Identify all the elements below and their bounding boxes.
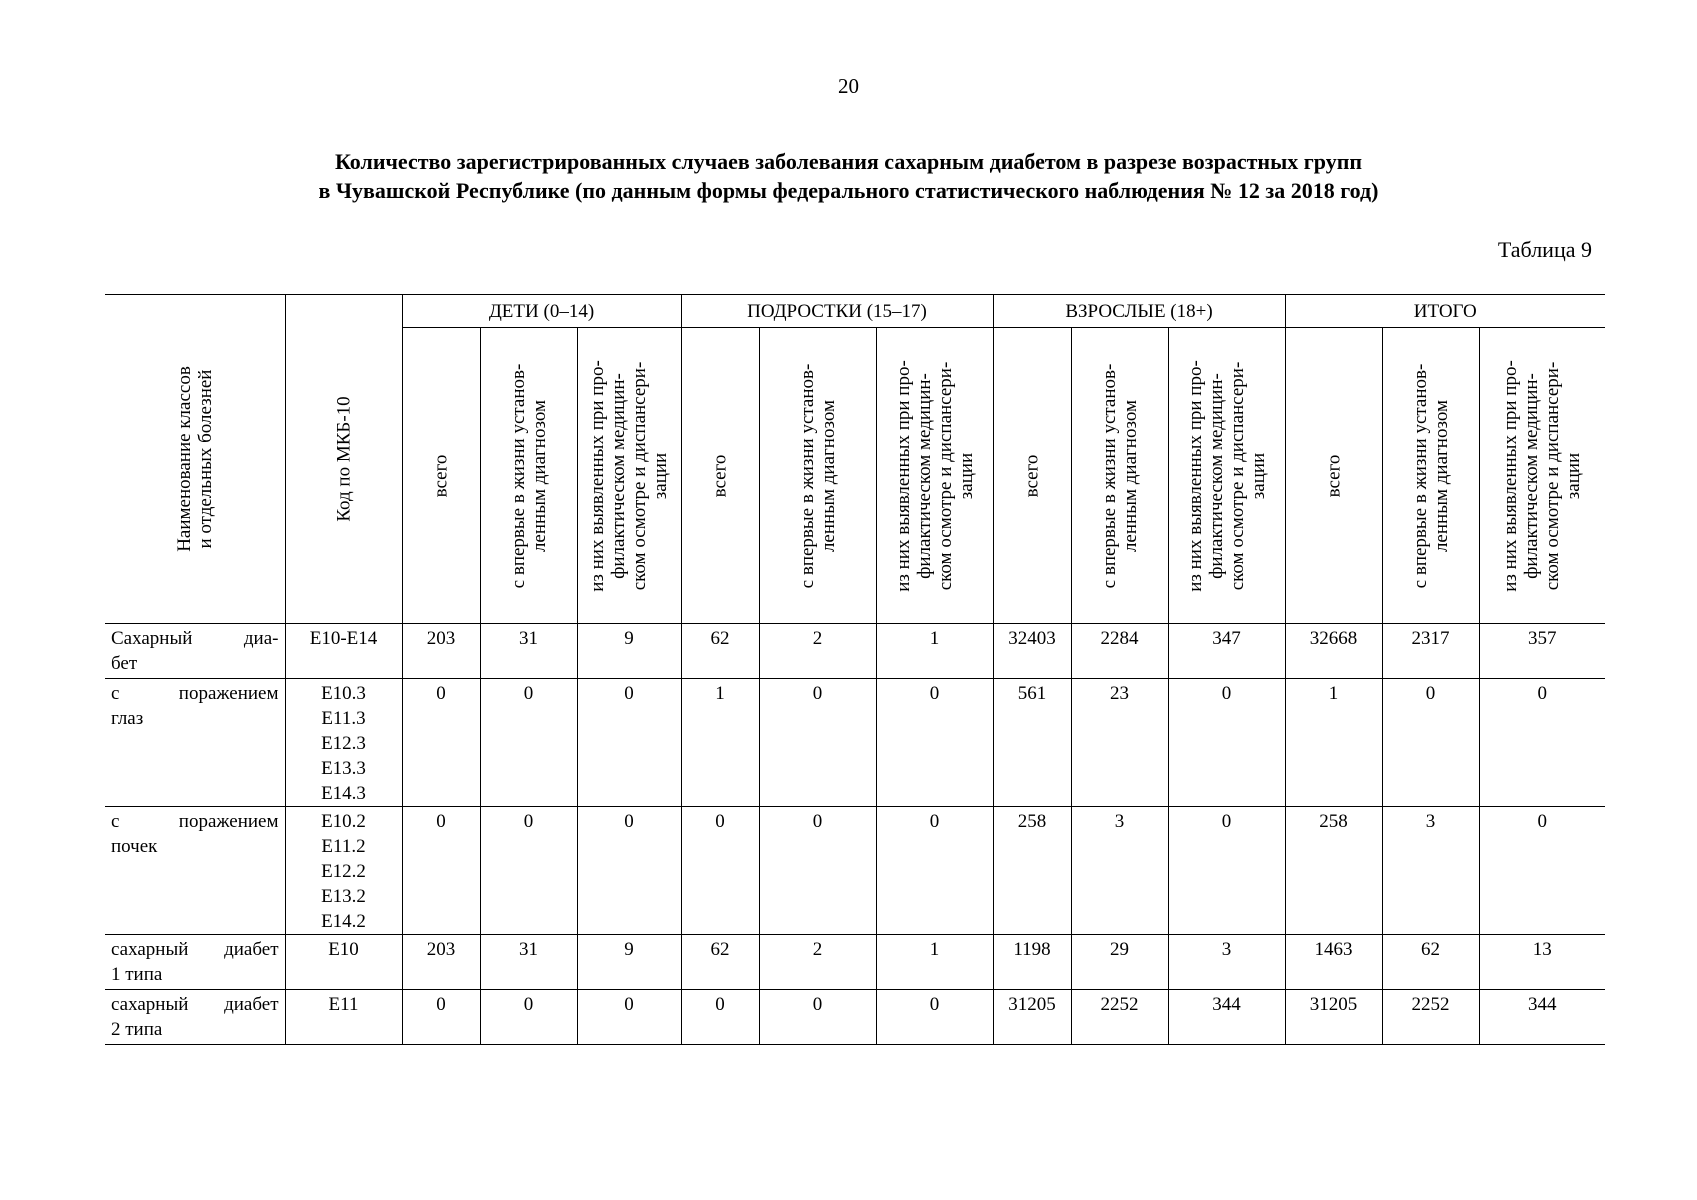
header-group-2: ВЗРОСЛЫЕ (18+) (993, 295, 1285, 328)
row-value: 0 (759, 807, 876, 935)
row-value: 0 (1479, 679, 1605, 807)
row-icd-codes: E11 (285, 990, 402, 1045)
row-value: 0 (402, 807, 480, 935)
row-value: 203 (402, 624, 480, 679)
vertical-header-text: из них выявленных при про- филактическом медицин- ском осмотре и диспансери- зации (1184, 359, 1269, 592)
row-value: 258 (993, 807, 1071, 935)
row-value: 2 (759, 935, 876, 990)
row-value: 1198 (993, 935, 1071, 990)
header-icd-code (285, 295, 402, 624)
row-value: 62 (1382, 935, 1479, 990)
row-disease-name: с поражением глаз (105, 679, 285, 807)
table-row (105, 679, 1605, 807)
row-value: 2252 (1071, 990, 1168, 1045)
header-sub-detected (577, 328, 681, 624)
row-disease-name: сахарный диабет 1 типа (105, 935, 285, 990)
vertical-header-text: с впервые в жизни установ- ленным диагнозом (1409, 363, 1452, 588)
row-value: 0 (681, 990, 759, 1045)
row-disease-name: сахарный диабет 2 типа (105, 990, 285, 1045)
row-value: 62 (681, 935, 759, 990)
row-value: 347 (1168, 624, 1285, 679)
header-sub-first_time (759, 328, 876, 624)
table-row (105, 935, 1605, 990)
vertical-header-text: всего (709, 454, 731, 497)
vertical-header-text: с впервые в жизни установ- ленным диагнозом (1098, 363, 1141, 588)
title-line-1: Количество зарегистрированных случаев заболевания сахарным диабетом в разрезе возрастных групп (334, 149, 1363, 174)
row-value: 344 (1479, 990, 1605, 1045)
row-value: 1 (1285, 679, 1382, 807)
row-value: 0 (876, 990, 993, 1045)
row-value: 29 (1071, 935, 1168, 990)
row-value: 32668 (1285, 624, 1382, 679)
row-icd-codes: E10.2 E11.2 E12.2 E13.2 E14.2 (285, 807, 402, 935)
vertical-header-text: Код по МКБ-10 (333, 396, 354, 522)
row-value: 0 (1168, 679, 1285, 807)
row-disease-name: Сахарный диа- бет (105, 624, 285, 679)
row-value: 2317 (1382, 624, 1479, 679)
row-value: 9 (577, 935, 681, 990)
row-value: 0 (402, 679, 480, 807)
row-value: 0 (876, 679, 993, 807)
row-value: 0 (480, 807, 577, 935)
vertical-header-text: из них выявленных при про- филактическом медицин- ском осмотре и диспансери- зации (1500, 359, 1585, 592)
header-sub-detected (1168, 328, 1285, 624)
header-sub-total (681, 328, 759, 624)
row-value: 357 (1479, 624, 1605, 679)
row-value: 0 (402, 990, 480, 1045)
row-value: 1 (876, 935, 993, 990)
row-value: 1 (876, 624, 993, 679)
vertical-header-text: с впервые в жизни установ- ленным диагнозом (796, 363, 839, 588)
row-value: 0 (577, 990, 681, 1045)
row-value: 62 (681, 624, 759, 679)
header-group-3: ИТОГО (1285, 295, 1605, 328)
header-sub-detected (1479, 328, 1605, 624)
row-value: 2252 (1382, 990, 1479, 1045)
row-value: 0 (759, 679, 876, 807)
row-value: 1 (681, 679, 759, 807)
vertical-header-text: Наименование классов и отдельных болезней (173, 366, 216, 552)
row-value: 0 (480, 679, 577, 807)
header-disease-name (105, 295, 285, 624)
row-value: 0 (876, 807, 993, 935)
header-sub-first_time (1071, 328, 1168, 624)
row-value: 561 (993, 679, 1071, 807)
row-value: 31 (480, 624, 577, 679)
table-row (105, 624, 1605, 679)
header-sub-detected (876, 328, 993, 624)
table-row (105, 990, 1605, 1045)
vertical-header-text: всего (1021, 454, 1043, 497)
row-value: 0 (1168, 807, 1285, 935)
row-value: 258 (1285, 807, 1382, 935)
title-line-2: в Чувашской Республике (по данным формы федерального статистического наблюдения № 12 за 2018 год) (318, 178, 1379, 203)
row-value: 3 (1071, 807, 1168, 935)
header-group-1: ПОДРОСТКИ (15–17) (681, 295, 993, 328)
row-icd-codes: E10.3 E11.3 E12.3 E13.3 E14.3 (285, 679, 402, 807)
vertical-header-text: всего (430, 454, 452, 497)
header-sub-total (402, 328, 480, 624)
row-value: 0 (681, 807, 759, 935)
row-value: 31205 (1285, 990, 1382, 1045)
row-value: 23 (1071, 679, 1168, 807)
vertical-header-text: из них выявленных при про- филактическом медицин- ском осмотре и диспансери- зации (587, 359, 671, 592)
vertical-header-text: всего (1323, 454, 1345, 497)
document-title (100, 147, 1597, 205)
row-icd-codes: E10-E14 (285, 624, 402, 679)
header-sub-first_time (1382, 328, 1479, 624)
header-sub-first_time (480, 328, 577, 624)
row-value: 31 (480, 935, 577, 990)
row-value: 9 (577, 624, 681, 679)
vertical-header-text: с впервые в жизни установ- ленным диагнозом (507, 363, 550, 588)
header-group-0: ДЕТИ (0–14) (402, 295, 681, 328)
row-value: 203 (402, 935, 480, 990)
header-sub-total (1285, 328, 1382, 624)
row-value: 13 (1479, 935, 1605, 990)
row-value: 0 (577, 807, 681, 935)
row-value: 0 (1382, 679, 1479, 807)
row-value: 1463 (1285, 935, 1382, 990)
table-label: Таблица 9 (1497, 237, 1592, 262)
row-value: 0 (480, 990, 577, 1045)
page-number: 20 (838, 74, 859, 98)
row-value: 0 (577, 679, 681, 807)
row-value: 3 (1168, 935, 1285, 990)
diabetes-statistics-table (105, 294, 1605, 1045)
row-value: 3 (1382, 807, 1479, 935)
row-value: 344 (1168, 990, 1285, 1045)
header-sub-total (993, 328, 1071, 624)
row-value: 0 (1479, 807, 1605, 935)
row-value: 31205 (993, 990, 1071, 1045)
row-value: 0 (759, 990, 876, 1045)
row-value: 2284 (1071, 624, 1168, 679)
table-row (105, 807, 1605, 935)
row-value: 32403 (993, 624, 1071, 679)
row-value: 2 (759, 624, 876, 679)
vertical-header-text: из них выявленных при про- филактическом медицин- ском осмотре и диспансери- зации (892, 359, 977, 592)
row-disease-name: с поражением почек (105, 807, 285, 935)
row-icd-codes: E10 (285, 935, 402, 990)
